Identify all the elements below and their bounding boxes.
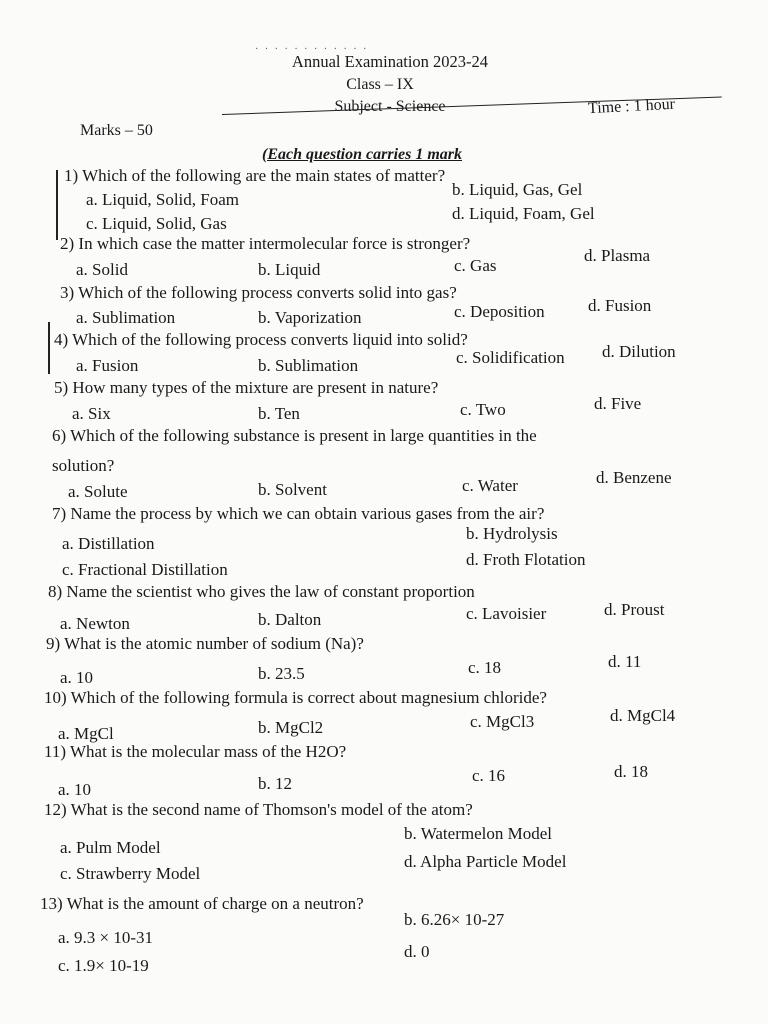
time-allowed: Time : 1 hour [587,95,676,118]
exam-title: Annual Examination 2023-24 [291,52,489,71]
question-6-continued: solution? [52,456,115,475]
q11-option-c: c. 16 [472,766,506,785]
question-11: 11) What is the molecular mass of the H2O? [44,742,347,761]
question-6: 6) Which of the following substance is present in large quantities in the [52,426,537,445]
q3-option-d: d. Fusion [588,296,652,315]
q10-option-d: d. MgCl4 [610,706,676,725]
question-7: 7) Name the process by which we can obtain various gases from the air? [52,504,545,523]
question-3: 3) Which of the following process converts solid into gas? [60,283,457,302]
q9-option-b: b. 23.5 [258,664,305,683]
q6-option-a: a. Solute [68,482,128,501]
q12-option-d: d. Alpha Particle Model [404,852,567,871]
total-marks: Marks – 50 [80,122,153,139]
question-2: 2) In which case the matter intermolecular force is stronger? [60,234,471,253]
q5-option-a: a. Six [72,404,111,423]
question-9: 9) What is the atomic number of sodium (Na)? [46,634,364,653]
q4-option-a: a. Fusion [76,356,139,375]
q5-option-c: c. Two [460,400,506,419]
q7-option-a: a. Distillation [62,534,155,553]
q6-option-c: c. Water [462,476,518,495]
q13-option-b: b. 6.26× 10-27 [404,910,505,929]
q4-option-d: d. Dilution [602,342,676,361]
q11-option-b: b. 12 [258,774,292,793]
q9-option-a: a. 10 [60,668,94,687]
q2-option-a: a. Solid [76,260,128,279]
q13-option-a: a. 9.3 × 10-31 [58,928,154,947]
q7-option-d: d. Froth Flotation [466,550,586,569]
subject-line: Subject - Science [334,98,446,115]
q4-option-c: c. Solidification [456,348,565,367]
class-line: Class – IX [346,76,414,93]
q10-option-c: c. MgCl3 [470,712,535,731]
q2-option-c: c. Gas [454,256,497,275]
q2-option-d: d. Plasma [584,246,651,265]
q8-option-b: b. Dalton [258,610,322,629]
margin-mark [48,322,50,374]
q1-option-a: a. Liquid, Solid, Foam [86,190,239,209]
q10-option-a: a. MgCl [58,724,114,743]
question-10: 10) Which of the following formula is correct about magnesium chloride? [44,688,547,707]
q8-option-d: d. Proust [604,600,665,619]
q12-option-c: c. Strawberry Model [60,864,201,883]
question-13: 13) What is the amount of charge on a neutron? [40,894,364,913]
q5-option-b: b. Ten [258,404,300,423]
q12-option-b: b. Watermelon Model [404,824,552,843]
q4-option-b: b. Sublimation [258,356,359,375]
q2-option-b: b. Liquid [258,260,321,279]
q8-option-c: c. Lavoisier [466,604,547,623]
q7-option-b: b. Hydrolysis [466,524,558,543]
instruction: (Each question carries 1 mark [262,146,463,163]
question-4: 4) Which of the following process converts liquid into solid? [54,330,468,349]
q1-option-c: c. Liquid, Solid, Gas [86,214,227,233]
q13-option-d: d. 0 [404,942,430,961]
q10-option-b: b. MgCl2 [258,718,324,737]
q3-option-b: b. Vaporization [258,308,362,327]
q3-option-a: a. Sublimation [76,308,176,327]
q1-option-d: d. Liquid, Foam, Gel [452,204,595,223]
q6-option-d: d. Benzene [596,468,672,487]
q12-option-a: a. Pulm Model [60,838,161,857]
margin-mark [56,170,58,240]
q11-option-d: d. 18 [614,762,648,781]
q7-option-c: c. Fractional Distillation [62,560,228,579]
header-decoration: · · · · · · · · · · · · [255,44,369,55]
q11-option-a: a. 10 [58,780,92,799]
question-5: 5) How many types of the mixture are present in nature? [54,378,439,397]
question-8: 8) Name the scientist who gives the law of constant proportion [48,582,475,601]
question-12: 12) What is the second name of Thomson's model of the atom? [44,800,473,819]
q1-option-b: b. Liquid, Gas, Gel [452,180,583,199]
q13-option-c: c. 1.9× 10-19 [58,956,149,975]
question-1: 1) Which of the following are the main states of matter? [64,166,446,185]
q9-option-d: d. 11 [608,652,642,671]
q6-option-b: b. Solvent [258,480,327,499]
q3-option-c: c. Deposition [454,302,545,321]
q5-option-d: d. Five [594,394,642,413]
q8-option-a: a. Newton [60,614,130,633]
q9-option-c: c. 18 [468,658,502,677]
